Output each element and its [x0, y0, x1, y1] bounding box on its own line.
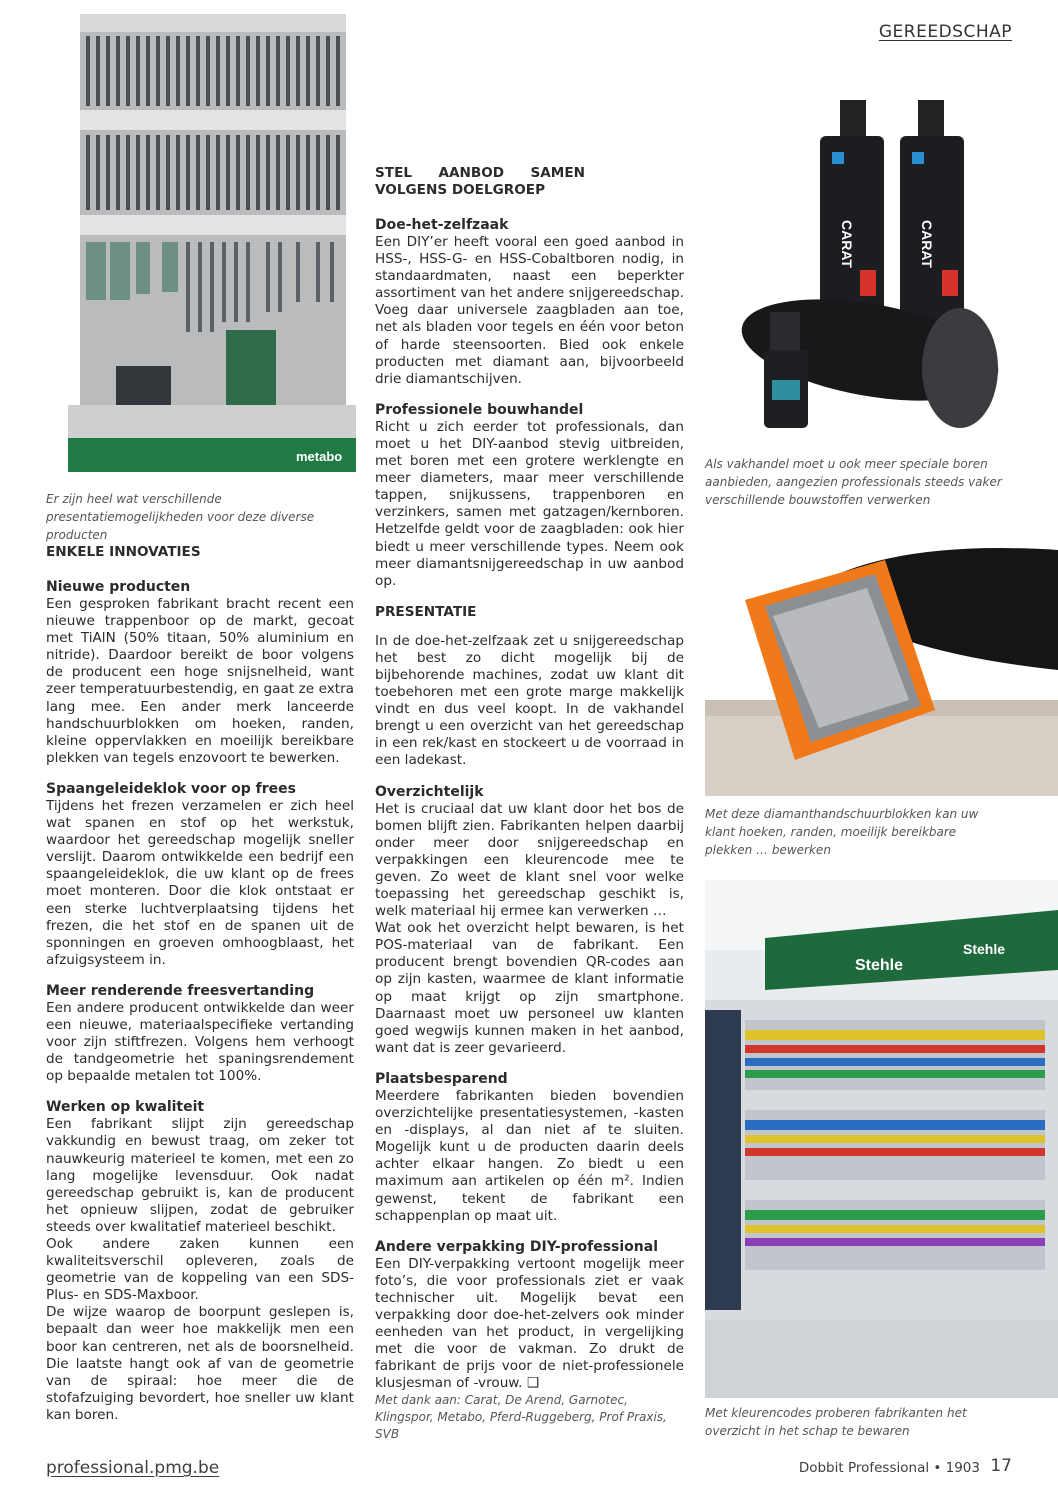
display-rack-caption: Er zijn heel wat verschillende presentatiemogelijkheden voor deze diverse producten	[46, 492, 315, 542]
subheading-bouwhandel: Professionele bouwhandel	[375, 401, 584, 418]
metabo-logo: metabo	[296, 449, 343, 464]
stehle-logo: Stehle	[855, 957, 904, 974]
heading-aanbod: STEL AANBOD SAMEN VOLGENS DOELGROEP	[375, 165, 585, 198]
paragraph-plaatsbesparend: Meerdere fabrikanten bieden bovendien overzichtelijke presentatiesystemen, -kasten en -displays, al dan niet af te sluiten. Mogelijk kunt u de producten daarin deels achter elkaar hangen. Zo biedt u een maximum aan artikelen op één m². Indien gewenst, tekent de fabrikant een schappenplan op maat uit.	[375, 1087, 684, 1224]
heading-innovaties: ENKELE INNOVATIES	[46, 544, 201, 560]
paragraph-overzichtelijk-2: Wat ook het overzicht helpt bewaren, is het POS-materiaal van de fabrikant. Een producent brengt bovendien QR-codes aan op zijn kasten, waarmee de klant informatie op maat krijgt op zijn smartphone. Daarnaast moet uw personeel uw klanten goed wegwijs kunnen maken in het aanbod, want dat is zeer gevarieerd.	[375, 920, 684, 1056]
core-drills-caption: Als vakhandel moet u ook meer speciale boren aanbieden, aangezien professionals steeds vaker verschillende bouwstoffen verwerken	[705, 457, 1002, 507]
section-label: GEREEDSCHAP	[878, 22, 1012, 42]
column-innovations	[46, 544, 354, 1424]
hand-pad-caption: Met deze diamanthandschuurblokken kan uw klant hoeken, randen, moeilijk bereikbare plekken … bewerken	[705, 807, 979, 857]
subheading-doe-het-zelfzaak: Doe-het-zelfzaak	[375, 217, 509, 233]
subheading-plaatsbesparend: Plaatsbesparend	[375, 1070, 508, 1087]
svg-text:CARAT: CARAT	[839, 220, 855, 268]
paragraph-kwaliteit-2: Ook andere zaken kunnen een kwaliteitsverschil opleveren, zoals de geometrie van de koppeling van een SDS-Plus- en SDS-Maxboor.	[46, 1236, 354, 1304]
svg-text:CARAT: CARAT	[919, 220, 935, 268]
paragraph-nieuwe-producten: Een gesproken fabrikant bracht recent een nieuwe trappenboor op de markt, gecoat met TiAlN (50% titaan, 50% aluminium en nitride). Daardoor bereikt de boor volgens de producent een hoge snijsnelheid, want zeer temperatuurbestendig, en gaat ze extra lang mee. Een ander merk lanceerde handschuurblokken om hoeken, randen, kleine oppervlakken en moeilijk bereikbare plekken van tegels enzovoort te bewerken.	[46, 596, 354, 766]
paragraph-spaangeleideklok: Tijdens het frezen verzamelen er zich heel wat spanen en stof op het werkstuk, waardoor het gereedschap mogelijk sneller verslijt. Daarom ontwikkelde een bedrijf een spaangeleideklok, die uw klant op de frees moet monteren. Door die klok ontstaat er een sterke luchtverplaatsing tijdens het frezen, die het stof en de spanen uit de sponningen en groeven omhoogblaast, het afzuigsysteem in.	[46, 797, 354, 968]
page-number: 17	[990, 1456, 1012, 1476]
end-mark-icon: ❑	[526, 1375, 540, 1392]
subheading-verpakking: Andere verpakking DIY-professional	[375, 1238, 659, 1255]
paragraph-freesvertanding: Een andere producent ontwikkelde dan weer een nieuwe, materiaalspecifieke vertanding voor zijn stiftfrezen. Volgens hem verhoogt de tandgeometrie het spaningsrendement op bepaalde metalen tot 100%.	[46, 999, 354, 1085]
paragraph-bouwhandel: Richt u zich eerder tot professionals, dan moet u het DIY-aanbod stevig uitbreiden, met boren met een grotere werklengte en meer diameters, maar meer verschillende tappen, snijkussens, trappenboren en verzinkers, samen met gatzagen/kernboren. Hetzelfde geldt voor de zaagbladen: ook hier biedt u meer verschillende types. Neem ook meer diamantsnijgereedschap in uw aanbod op.	[375, 418, 684, 589]
subheading-freesvertanding: Meer renderende freesvertanding	[46, 982, 315, 999]
paragraph-kwaliteit-1: Een fabrikant slijpt zijn gereedschap vakkundig en bewust traag, om zeker tot nauwkeurig materieel te komen, met een zo lang mogelijke levensduur. Ook nadat gereedschap gebruikt is, kan de producent het opnieuw slijpen, zodat de gebruiker steeds over kwalitatief materieel beschikt.	[46, 1116, 354, 1235]
paragraph-kwaliteit-3: De wijze waarop de boorpunt geslepen is, bepaalt dan weer hoe makkelijk men een boor kan centreren, net als de boorsnelheid. Die laatste hangt ook af van de geometrie van de spiraal: hoe meer die de stofafzuiging bevordert, hoe sneller uw klant kan boren.	[46, 1304, 354, 1423]
paragraph-verpakking: Een DIY-verpakking vertoont mogelijk meer foto’s, die voor professionals ziet er vaak technischer uit. Mogelijk bevat een verpakking door doe-het-zelvers ook minder eenheden van het product, in vergelijking met die voor de vakman. Zo drukt de fabrikant de prijs voor de niet-professionele klusjesman of -vrouw. ❑	[375, 1255, 684, 1392]
subheading-nieuwe-producten: Nieuwe producten	[46, 579, 191, 595]
subheading-overzichtelijk: Overzichtelijk	[375, 783, 484, 800]
metabo-display-rack-photo	[66, 10, 358, 480]
subheading-kwaliteit: Werken op kwaliteit	[46, 1099, 205, 1116]
footer-magazine: Dobbit Professional • 1903	[798, 1460, 980, 1476]
carat-core-drills-photo	[720, 100, 1010, 436]
store-shelf-caption: Met kleurencodes proberen fabrikanten het overzicht in het schap te bewaren	[705, 1406, 967, 1438]
diamond-hand-pad-photo	[705, 520, 1058, 796]
paragraph-overzichtelijk-1: Het is cruciaal dat uw klant door het bos de bomen blijft zien. Fabrikanten helpen daarbij onder meer door snijgereedschap en verpakkingen een kleurencode mee te geven. Zo weet de klant snel voor welke toepassing het gereedschap geschikt is, welk materiaal hij ermee kan verwerken …	[375, 800, 684, 920]
footer-website-link[interactable]: professional.pmg.be	[46, 1458, 220, 1478]
subheading-spaangeleideklok: Spaangeleideklok voor op frees	[46, 780, 296, 797]
credits: Met dank aan: Carat, De Arend, Garnotec, Klingspor, Metabo, Pferd-Ruggeberg, Prof Praxis, SVB	[375, 1393, 667, 1442]
paragraph-presentatie: In de doe-het-zelfzaak zet u snijgereedschap het best zo dicht mogelijk bij de bijbehorende machines, zodat uw klant dit toebehoren met een grote marge makkelijk vindt en dus veel koopt. In de vakhandel brengt u een overzicht van het gereedschap in een rek/kast en stockeert u de voorraad in een ladekast.	[375, 632, 684, 769]
paragraph-doe-het-zelfzaak: Een DIY’er heeft vooral een goed aanbod in HSS-, HSS-G- en HSS-Cobaltboren nodig, in standaardmaten, naast een beperkter assortiment van het andere snijgereedschap. Voeg daar universele zaagbladen aan toe, net als bladen voor tegels en één voor beton of harde steensoorten. Bied ook enkele producten met diamant aan, bijvoorbeeld drie diamantschijven.	[375, 234, 684, 387]
stehle-store-shelf-photo	[705, 880, 1058, 1398]
svg-text:Stehle: Stehle	[963, 941, 1006, 957]
heading-presentatie: PRESENTATIE	[375, 603, 477, 620]
column-aanbod	[375, 165, 684, 1443]
